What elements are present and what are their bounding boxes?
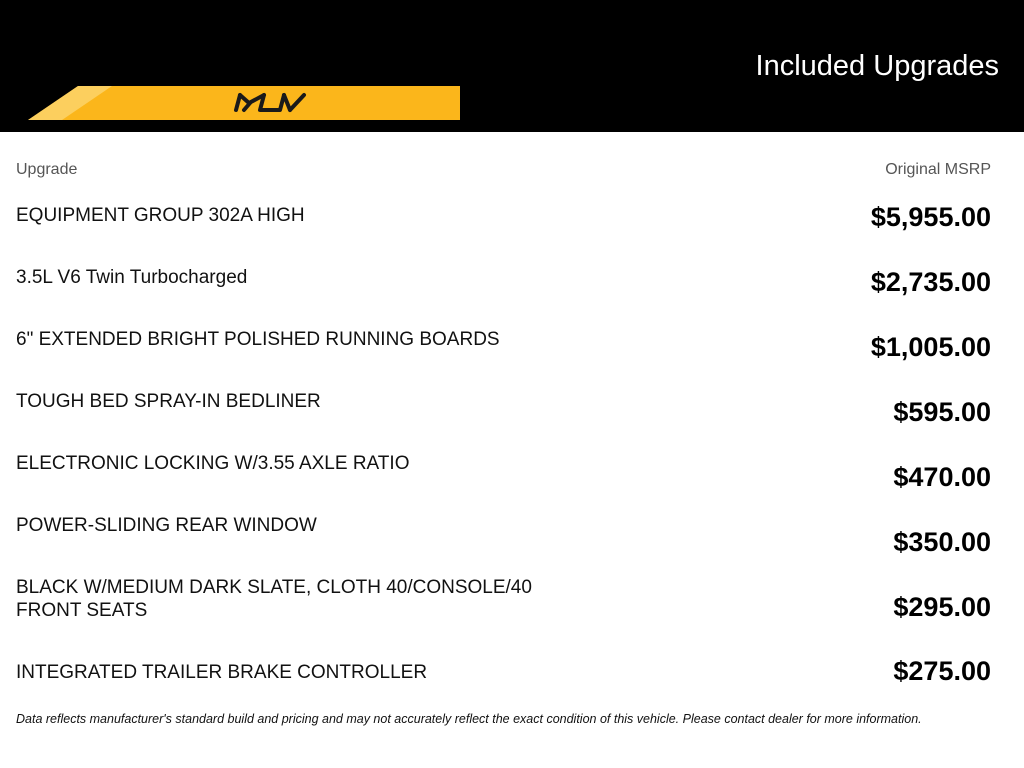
upgrade-name: ELECTRONIC LOCKING W/3.55 AXLE RATIO — [16, 453, 410, 474]
upgrade-price: $2,735.00 — [870, 267, 991, 297]
upgrade-name: POWER-SLIDING REAR WINDOW — [16, 515, 317, 536]
upgrade-price: $595.00 — [893, 397, 991, 427]
upgrade-row — [16, 390, 991, 454]
msrp-column-header: Original MSRP — [885, 161, 991, 178]
upgrade-name: INTEGRATED TRAILER BRAKE CONTROLLER — [16, 662, 428, 683]
upgrade-column-header: Upgrade — [16, 161, 78, 178]
upgrade-price: $1,005.00 — [870, 332, 991, 362]
page-title: Included Upgrades — [755, 50, 999, 82]
disclaimer-text: Data reflects manufacturer's standard build and pricing and may not accurately reflect the exact condition of this vehicle. Please contact dealer for more information. — [16, 712, 922, 726]
upgrade-price: $5,955.00 — [870, 202, 991, 232]
upgrade-row — [16, 576, 991, 640]
upgrade-price: $350.00 — [893, 527, 991, 557]
upgrade-row — [16, 328, 991, 392]
upgrades-list — [16, 0, 991, 768]
upgrade-price: $470.00 — [893, 462, 991, 492]
upgrade-row — [16, 266, 991, 330]
upgrade-row — [16, 514, 991, 578]
upgrade-row — [16, 452, 991, 516]
upgrade-name: BLACK W/MEDIUM DARK SLATE, CLOTH 40/CONSOLE/40 FRONT SEATS — [16, 577, 532, 621]
upgrade-price: $295.00 — [893, 592, 991, 622]
upgrade-name: 3.5L V6 Twin Turbocharged — [16, 267, 248, 288]
upgrade-name: EQUIPMENT GROUP 302A HIGH — [16, 205, 305, 226]
upgrade-price: $275.00 — [893, 656, 991, 686]
upgrade-row — [16, 204, 991, 268]
upgrade-name: TOUGH BED SPRAY-IN BEDLINER — [16, 391, 321, 412]
upgrade-name: 6" EXTENDED BRIGHT POLISHED RUNNING BOARDS — [16, 329, 500, 350]
